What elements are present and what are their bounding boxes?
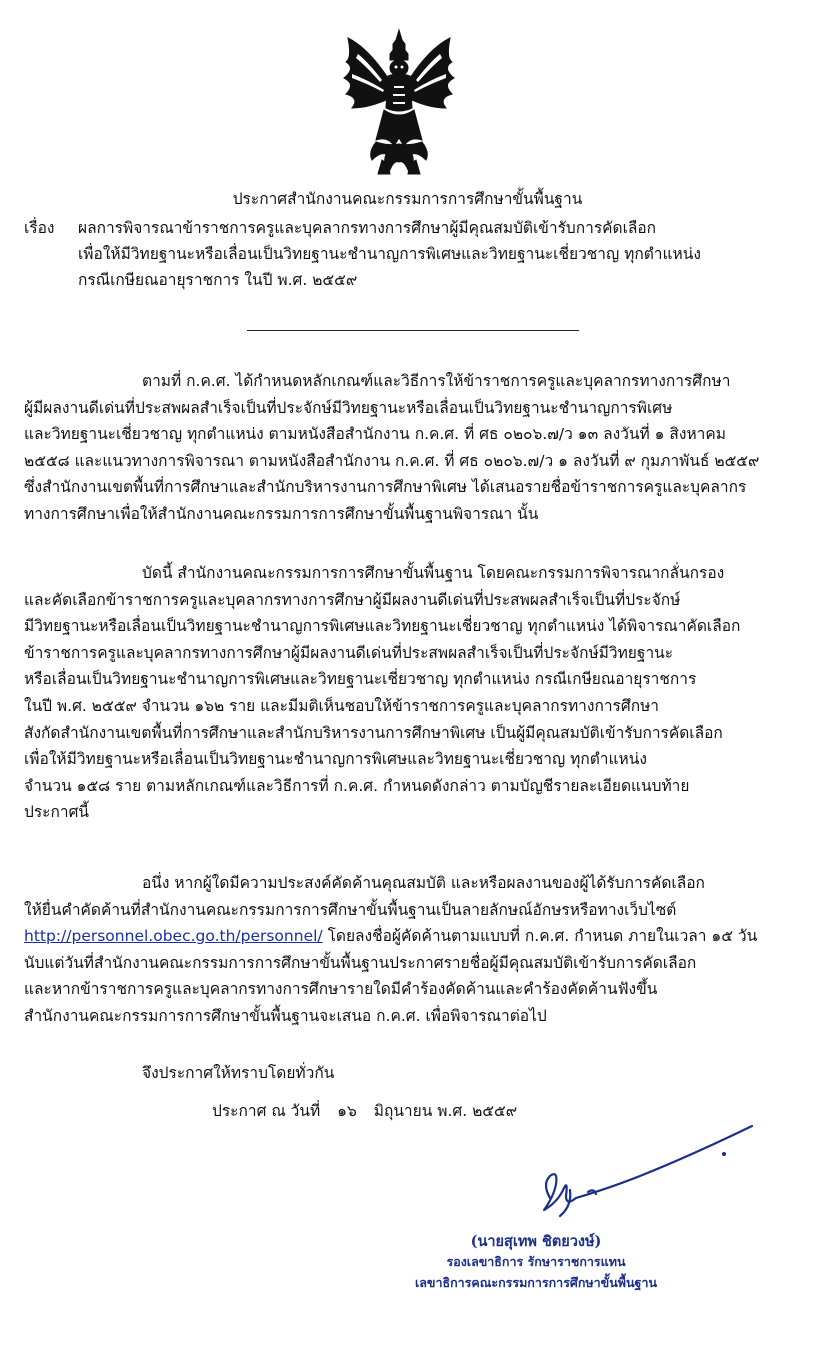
paragraph-line-rest: โดยลงชื่อผู้คัดค้านตามแบบที่ ก.ค.ศ. กำหนด ภายในเวลา ๑๕ วัน	[322, 927, 758, 946]
signature-icon	[520, 1118, 780, 1228]
signatory-name: (นายสุเทพ ชิตยวงษ์)	[470, 1233, 602, 1250]
personnel-website-link[interactable]: http://personnel.obec.go.th/personnel/	[24, 927, 323, 946]
paragraph-2	[24, 560, 792, 826]
date-day: ๑๖	[337, 1102, 357, 1120]
paragraph-line: ทางการศึกษาเพื่อให้สำนักงานคณะกรรมการการศึกษาขั้นพื้นฐานพิจารณา นั้น	[24, 504, 539, 523]
subject-line: เพื่อให้มีวิทยฐานะหรือเลื่อนเป็นวิทยฐานะชำนาญการพิเศษและวิทยฐานะเชี่ยวชาญ ทุกตำแหน่ง	[78, 245, 701, 263]
date-month-year: มิถุนายน พ.ศ. ๒๕๕๙	[373, 1102, 518, 1120]
paragraph-line: ตามที่ ก.ค.ศ. ได้กำหนดหลักเกณฑ์และวิธีการให้ข้าราชการครูและบุคลากรทางการศึกษา	[142, 372, 731, 390]
signatory-position: รองเลขาธิการ รักษาราชการแทน	[446, 1254, 626, 1269]
garuda-emblem-icon	[338, 28, 460, 178]
date-prefix: ประกาศ ณ วันที่	[212, 1102, 321, 1120]
paragraph-line: ซึ่งสำนักงานเขตพื้นที่การศึกษาและสำนักบริหารงานการศึกษาพิเศษ ได้เสนอรายชื่อข้าราชการครูและบุคลากร	[24, 478, 747, 497]
paragraph-line: ให้ยื่นคำคัดค้านที่สำนักงานคณะกรรมการการศึกษาขั้นพื้นฐานเป็นลายลักษณ์อักษรหรือทางเว็บไซต์	[24, 900, 677, 919]
paragraph-line: บัดนี้ สำนักงานคณะกรรมการการศึกษาขั้นพื้นฐาน โดยคณะกรรมการพิจารณากลั่นกรอง	[142, 564, 725, 582]
document-title: ประกาศสำนักงานคณะกรรมการการศึกษาขั้นพื้นฐาน	[232, 190, 583, 208]
signatory-position: เลขาธิการคณะกรรมการการศึกษาขั้นพื้นฐาน	[414, 1275, 658, 1290]
subject-line: ผลการพิจารณาข้าราชการครูและบุคลากรทางการศึกษาผู้มีคุณสมบัติเข้ารับการคัดเลือก	[78, 219, 657, 237]
paragraph-line: เพื่อให้มีวิทยฐานะหรือเลื่อนเป็นวิทยฐานะชำนาญการพิเศษและวิทยฐานะเชี่ยวชาญ ทุกตำแหน่ง	[24, 750, 647, 769]
divider-line	[247, 330, 579, 331]
paragraph-line: และคัดเลือกข้าราชการครูและบุคลากรทางการศึกษาผู้มีผลงานดีเด่นที่ประสพผลสำเร็จเป็นที่ประจักษ์	[24, 590, 681, 609]
paragraph-line: และวิทยฐานะเชี่ยวชาญ ทุกตำแหน่ง ตามหนังสือสำนักงาน ก.ค.ศ. ที่ ศธ ๐๒๐๖.๗/ว ๑๓ ลงวันที่ ๑ สิงหาคม	[24, 425, 726, 444]
paragraph-line: นับแต่วันที่สำนักงานคณะกรรมการการศึกษาขั้นพื้นฐานประกาศรายชื่อผู้มีคุณสมบัติเข้ารับการคัดเลือก	[24, 953, 697, 972]
paragraph-line: จำนวน ๑๕๘ ราย ตามหลักเกณฑ์และวิธีการที่ ก.ค.ศ. กำหนดดังกล่าว ตามบัญชีรายละเอียดแนบท้าย	[24, 776, 690, 795]
subject-text	[78, 215, 793, 293]
paragraph-line: และหากข้าราชการครูและบุคลากรทางการศึกษารายใดมีคำร้องคัดค้านและคำร้องคัดค้านฟังขึ้น	[24, 980, 658, 999]
announcement-date	[212, 1098, 529, 1124]
paragraph-line: อนึ่ง หากผู้ใดมีความประสงค์คัดค้านคุณสมบัติ และหรือผลงานของผู้ได้รับการคัดเลือก	[142, 874, 705, 892]
closing-statement: จึงประกาศให้ทราบโดยทั่วกัน	[142, 1064, 335, 1082]
paragraph-line: สำนักงานคณะกรรมการการศึกษาขั้นพื้นฐานจะเสนอ ก.ค.ศ. เพื่อพิจารณาต่อไป	[24, 1006, 547, 1025]
subject-label: เรื่อง	[24, 219, 55, 237]
paragraph-line: ผู้มีผลงานดีเด่นที่ประสพผลสำเร็จเป็นที่ประจักษ์มีวิทยฐานะหรือเลื่อนเป็นวิทยฐานะชำนาญการพิเศษ	[24, 398, 673, 417]
paragraph-line: มีวิทยฐานะหรือเลื่อนเป็นวิทยฐานะชำนาญการพิเศษและวิทยฐานะเชี่ยวชาญ ทุกตำแหน่ง ได้พิจารณาคัดเลือก	[24, 617, 741, 636]
subject-line: กรณีเกษียณอายุราชการ ในปี พ.ศ. ๒๕๕๙	[78, 271, 358, 289]
paragraph-line: ข้าราชการครูและบุคลากรทางการศึกษาผู้มีผลงานดีเด่นที่ประสพผลสำเร็จเป็นที่ประจักษ์มีวิทยฐานะ	[24, 643, 674, 662]
paragraph-line	[24, 923, 792, 950]
paragraph-3	[24, 870, 792, 1030]
paragraph-line: ประกาศนี้	[24, 803, 90, 822]
paragraph-line: หรือเลื่อนเป็นวิทยฐานะชำนาญการพิเศษและวิทยฐานะเชี่ยวชาญ ทุกตำแหน่ง กรณีเกษียณอายุราชการ	[24, 670, 697, 689]
paragraph-line: ในปี พ.ศ. ๒๕๕๙ จำนวน ๑๖๒ ราย และมีมติเห็นชอบให้ข้าราชการครูและบุคลากรทางการศึกษา	[24, 696, 660, 715]
paragraph-1	[24, 368, 792, 528]
paragraph-line: สังกัดสำนักงานเขตพื้นที่การศึกษาและสำนักบริหารงานการศึกษาพิเศษ เป็นผู้มีคุณสมบัติเข้ารับการคัดเลือก	[24, 723, 723, 742]
signatory-block	[406, 1232, 666, 1294]
paragraph-line: ๒๕๕๘ และแนวทางการพิจารณา ตามหนังสือสำนักงาน ก.ค.ศ. ที่ ศธ ๐๒๐๖.๗/ว ๑ ลงวันที่ ๙ กุมภาพันธ์ ๒๕๕๙	[24, 451, 760, 470]
